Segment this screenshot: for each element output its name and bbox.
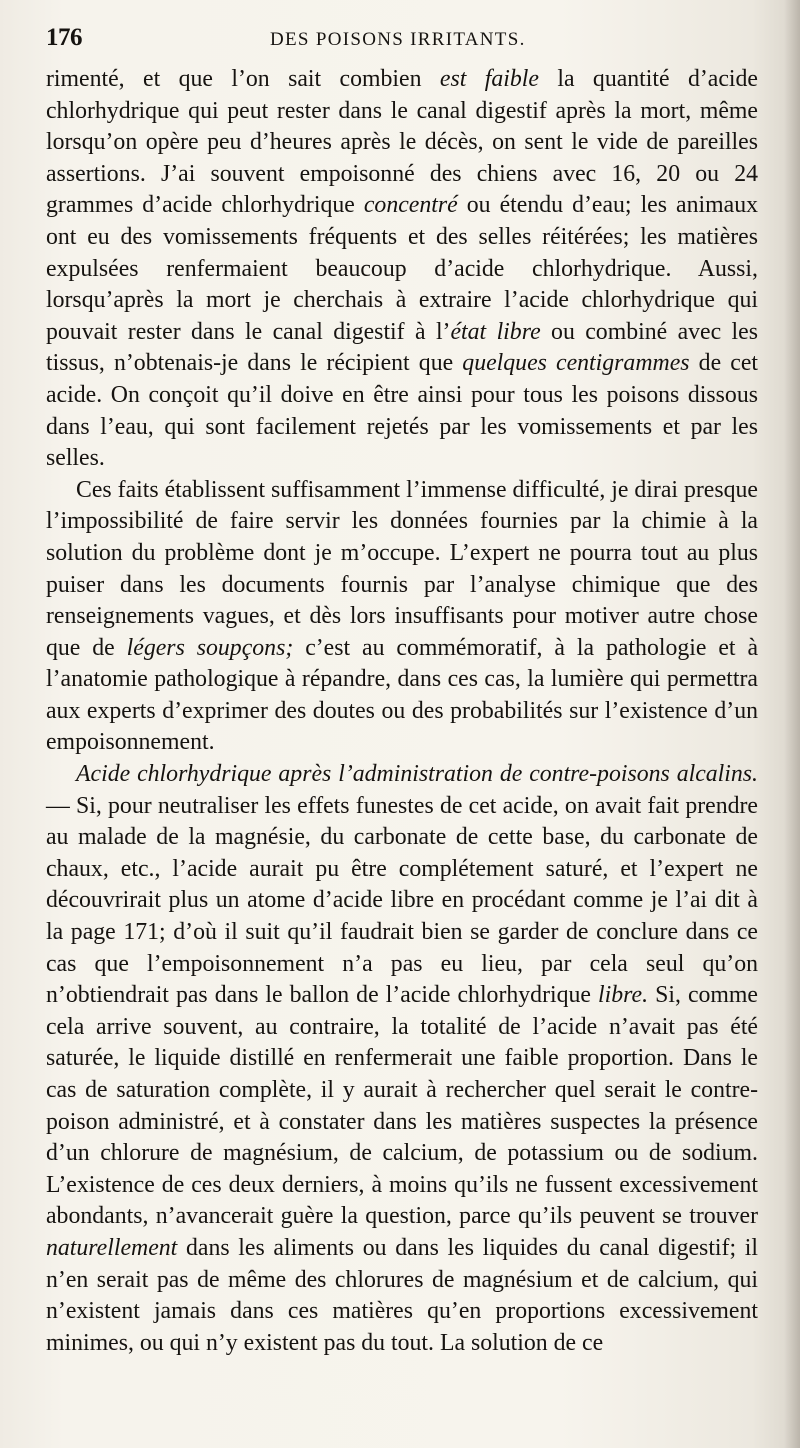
paragraph-2 [46, 475, 758, 759]
paragraph-1-text-1: rimenté, et que l’on sait combien [46, 66, 440, 92]
paragraph-1 [46, 64, 758, 475]
paragraph-3-text-3: dans les aliments ou dans les liquides du canal digestif; il n’en serait pas de même des chlorures de magnésium et de calcium, qui n’existent jamais dans ces matières qu’en proportions excessivement minimes, ou qui n’y existent pas du tout. La solution de ce [46, 1234, 758, 1356]
paragraph-2-text-1: Ces faits établissent suffisamment l’immense difficulté, je dirai presque l’impossibilité de faire servir les données fournies par la chimie à la solution du problème dont je m’occupe. L’expert ne pourra tout au plus puiser dans les documents fournis par l’analyse chimique que des renseignements vagues, et dès lors insuffisants pour motiver autre chose que de [46, 476, 758, 661]
paragraph-2-italic-1: légers soupçons; [126, 634, 294, 661]
page-number: 176 [46, 24, 82, 51]
paragraph-3 [46, 759, 758, 1359]
paragraph-1-text-3: ou étendu d’eau; les animaux ont eu des vomissements fréquents et des selles réitérées; les matières expulsées renfermaient beaucoup d’acide chlorhydrique. Aussi, lorsqu’après la mort je cherchais à extraire l’acide chlorhydrique qui pouvait rester dans le canal digestif à l’ [46, 192, 758, 345]
paragraph-1-italic-2: concentré [363, 192, 458, 219]
paragraph-3-italic-3: naturellement [46, 1234, 178, 1261]
page-header [46, 24, 758, 60]
paragraph-3-heading: Acide chlorhydrique après l’administration de contre-poisons alcalins. [76, 761, 758, 788]
paragraph-1-italic-3: état libre [450, 318, 541, 345]
paragraph-1-text-5: de cet acide. On conçoit qu’il doive en être ainsi pour tous les poisons dissous dans l’eau, qui sont facilement rejetés par les vomissements et par les selles. [46, 350, 758, 472]
paragraph-1-italic-1: est faible [439, 66, 539, 92]
paragraph-1-italic-4: quelques centigrammes [462, 350, 690, 377]
paragraph-3-text-2: Si, comme cela arrive souvent, au contraire, la totalité de l’acide n’avait pas été saturée, le liquide distillé en renfermerait une faible proportion. Dans le cas de saturation complète, il y aurait à rechercher quel serait le contre-poison administré, et à constater dans les matières suspectes la présence d’un chlorure de magnésium, de calcium, de potassium ou de sodium. L’existence de ces deux derniers, à moins qu’ils ne fussent excessivement abondants, n’avancerait guère la question, parce qu’ils peuvent se trouver [46, 982, 758, 1230]
body-text [46, 64, 758, 1359]
running-head: DES POISONS IRRITANTS. [270, 29, 526, 50]
paragraph-1-text-4: ou combiné avec les tissus, n’obtenais-je dans le récipient que [46, 318, 758, 377]
paragraph-3-italic-2: libre. [598, 982, 649, 1009]
paragraph-3-text-1: — Si, pour neutraliser les effets funestes de cet acide, on avait fait prendre au malade de la magnésie, du carbonate de cette base, du carbonate de chaux, etc., l’acide aurait pu être complétement saturé, et l’expert ne découvrirait plus un atome d’acide libre en procédant comme je l’ai dit à la page 171; d’où il suit qu’il faudrait bien se garder de conclure dans ce cas que l’empoisonnement n’a pas eu lieu, par cela seul qu’on n’obtiendrait pas dans le ballon de l’acide chlorhydrique [46, 792, 758, 1009]
paragraph-1-text-2: la quantité d’acide chlorhydrique qui peut rester dans le canal digestif après la mort, même lorsqu’on opère peu d’heures après le décès, on sent le vide de pareilles assertions. J’ai souvent empoisonné des chiens avec 16, 20 ou 24 grammes d’acide chlorhydrique [46, 66, 758, 219]
page-edge-shadow [784, 0, 800, 1448]
paragraph-2-text-2: c’est au commémoratif, à la pathologie et à l’anatomie pathologique à répandre, dans ces cas, la lumière qui permettra aux experts d’exprimer des doutes ou des probabilités sur l’existence d’un empoisonnement. [46, 634, 759, 756]
